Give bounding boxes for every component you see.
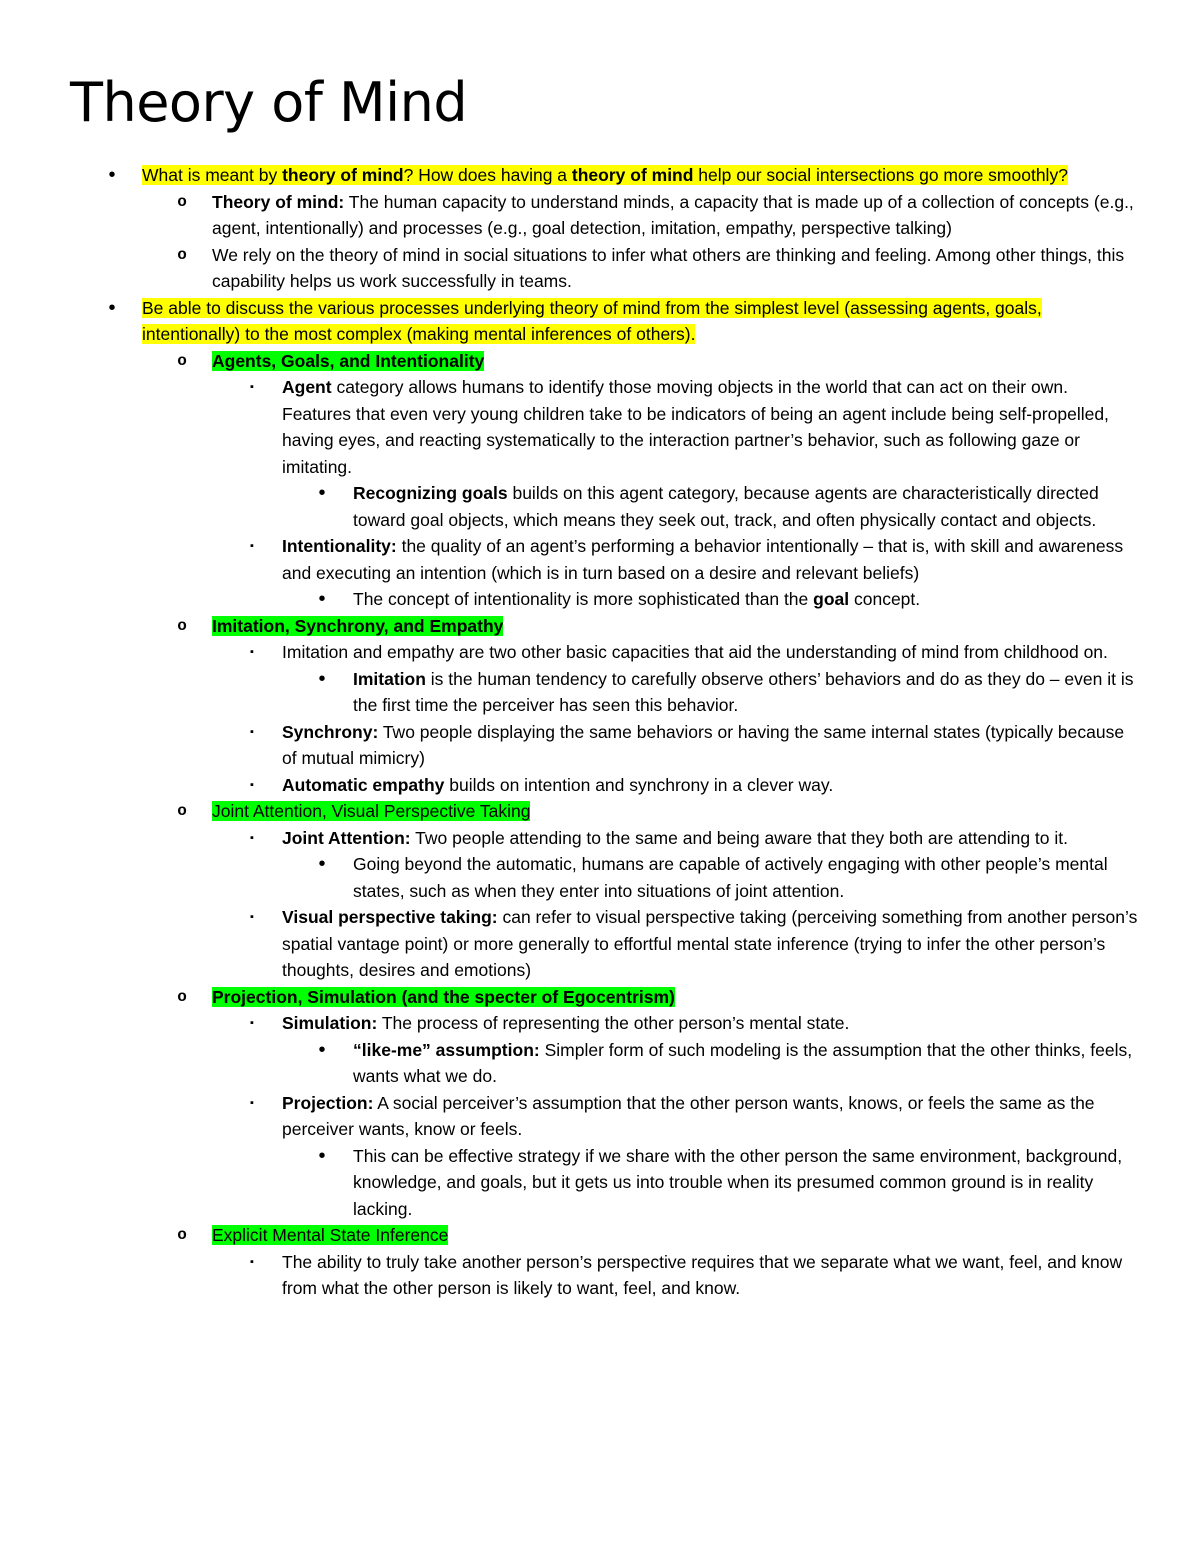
list-item-going-beyond <box>0 851 1200 904</box>
bullet-circle-icon: o <box>177 616 187 635</box>
bullet-dot-icon: • <box>108 296 116 319</box>
list-item-joint-attention <box>0 825 1200 852</box>
bullet-square-icon: ▪ <box>250 646 254 658</box>
text-run: Simpler form of such modeling is the assumption that the other thinks, feels, wants what we do. <box>353 1039 1133 1086</box>
bold-run: Synchrony: <box>282 721 379 742</box>
list-item-recognizing-goals <box>0 480 1200 533</box>
list-item-visual-perspective <box>0 904 1200 984</box>
list-item-question-2 <box>0 295 1200 348</box>
bold-run: Simulation: <box>282 1013 378 1033</box>
bullet-circle-icon: o <box>177 192 187 211</box>
bold-run: goal <box>813 589 850 609</box>
bullet-dot-icon: • <box>318 1144 326 1167</box>
text-run: We rely on the theory of mind in social situations to infer what others are thinking and feeling. Among other things, this capability helps us work successfully in teams. <box>212 244 1125 291</box>
bullet-circle-icon: o <box>177 802 187 820</box>
bullet-square-icon: ▪ <box>250 831 254 844</box>
text-run: Imitation and empathy are two other basic capacities that aid the understanding of mind from childhood on. <box>282 642 1108 662</box>
bullet-dot-icon: • <box>318 482 326 504</box>
document-body <box>0 162 1200 1302</box>
bold-run: Agent <box>282 377 332 397</box>
bullet-dot-icon: • <box>318 667 326 690</box>
section-heading-explicit-inference <box>0 1222 1200 1249</box>
text-run: builds on this agent category, because agents are characteristically directed toward goal objects, which means they seek out, track, and often physically contact and objects. <box>353 483 1099 530</box>
text-run: the quality of an agent’s performing a behavior intentionally – that is, with skill and awareness and executing an intention (which is in turn based on a desire and relevant beliefs) <box>282 536 1124 583</box>
text-run: ? How does having a <box>403 165 572 185</box>
text-run: category allows humans to identify those moving objects in the world that can act on their own. Features that even very young children take to be indicators of being an agent include being self-propelled, having eyes, and reacting systematically to the interaction partner’s behavior, such as following gaze or imitating. <box>282 377 1109 477</box>
text-run: help our social intersections go more smoothly? <box>693 165 1068 185</box>
bullet-square-icon: ▪ <box>250 1017 254 1029</box>
bold-run: Joint Attention: <box>282 827 411 848</box>
bullet-circle-icon: o <box>177 245 187 264</box>
bullet-square-icon: ▪ <box>250 1255 254 1268</box>
bullet-dot-icon: • <box>318 1038 326 1061</box>
text-run: The ability to truly take another person’s perspective requires that we separate what we want, feel, and know from what the other person is likely to want, feel, and know. <box>282 1251 1123 1298</box>
bold-run: Automatic empathy <box>282 774 445 795</box>
bullet-square-icon: ▪ <box>250 381 254 393</box>
bullet-dot-icon: • <box>318 853 326 875</box>
list-item-theory-definition <box>0 189 1200 242</box>
page-title: Theory of Mind <box>70 71 468 134</box>
bold-run: Recognizing goals <box>353 483 508 503</box>
list-item-simulation <box>0 1010 1200 1037</box>
section-heading-agents <box>0 348 1200 375</box>
list-item-effective-strategy <box>0 1143 1200 1223</box>
highlighted-heading: Agents, Goals, and Intentionality <box>212 350 485 371</box>
bold-run: Theory of mind: <box>212 191 345 212</box>
bullet-dot-icon: • <box>108 164 116 186</box>
bold-run: theory of mind <box>571 165 694 185</box>
bullet-square-icon: ▪ <box>250 778 254 791</box>
text-run: The concept of intentionality is more sophisticated than the <box>353 589 814 609</box>
text-run: What is meant by <box>142 165 283 185</box>
list-item-social-situations <box>0 242 1200 295</box>
list-item-imitation-intro <box>0 639 1200 666</box>
text-run: Going beyond the automatic, humans are capable of actively engaging with other people’s mental states, such as when they enter into situations of joint attention. <box>353 854 1108 901</box>
list-item-question-1 <box>0 162 1200 189</box>
bold-run: Intentionality: <box>282 536 397 556</box>
list-item-intentionality <box>0 533 1200 586</box>
list-item-intentionality-concept <box>0 586 1200 613</box>
list-item-synchrony <box>0 719 1200 772</box>
text-run: The human capacity to understand minds, a capacity that is made up of a collection of concepts (e.g., agent, intentionally) and processes (e.g., goal detection, imitation, empathy, perspective talking) <box>212 191 1134 238</box>
bullet-square-icon: ▪ <box>250 540 254 552</box>
highlighted-text <box>142 165 1068 185</box>
section-heading-joint-attention <box>0 798 1200 825</box>
list-item-projection <box>0 1090 1200 1143</box>
bullet-square-icon: ▪ <box>250 911 254 923</box>
bold-run: theory of mind <box>282 165 404 185</box>
section-heading-projection <box>0 984 1200 1011</box>
bullet-circle-icon: o <box>177 1226 187 1244</box>
bold-run: Visual perspective taking: <box>282 907 498 927</box>
bullet-dot-icon: • <box>318 588 326 610</box>
list-item-like-me <box>0 1037 1200 1090</box>
text-run: Two people displaying the same behaviors or having the same internal states (typically because of mutual mimicry) <box>282 721 1125 768</box>
text-run: is the human tendency to carefully observe others’ behaviors and do as they do – even it is the first time the perceiver has seen this behavior. <box>353 668 1134 715</box>
section-heading-imitation <box>0 613 1200 640</box>
text-run: builds on intention and synchrony in a clever way. <box>444 774 834 795</box>
bold-run: Projection: <box>282 1092 374 1113</box>
text-run: This can be effective strategy if we share with the other person the same environment, background, knowledge, and goals, but it gets us into trouble when its presumed common ground is in reality lacking. <box>353 1145 1123 1219</box>
list-item-automatic-empathy <box>0 772 1200 799</box>
text-run: can refer to visual perspective taking (perceiving something from another person’s spatial vantage point) or more generally to effortful mental state inference (trying to infer the other person’s thoughts, desires and emotions) <box>282 907 1138 980</box>
highlighted-heading: Joint Attention, Visual Perspective Taking <box>212 801 531 821</box>
highlighted-text: Be able to discuss the various processes underlying theory of mind from the simplest level (assessing agents, goals, intentionally) to the most complex (making mental inferences of others). <box>142 297 1042 344</box>
highlighted-heading: Explicit Mental State Inference <box>212 1225 449 1245</box>
text-run: Two people attending to the same and being aware that they both are attending to it. <box>410 827 1069 848</box>
text-run: concept. <box>849 589 921 609</box>
text-run: The process of representing the other person’s mental state. <box>377 1013 850 1033</box>
list-item-explicit-inference <box>0 1249 1200 1302</box>
bullet-square-icon: ▪ <box>250 1096 254 1109</box>
bullet-circle-icon: o <box>177 987 187 1006</box>
bullet-square-icon: ▪ <box>250 725 254 738</box>
list-item-agent <box>0 374 1200 480</box>
bold-run: Imitation <box>353 668 426 689</box>
bold-run: “like-me” assumption: <box>353 1039 540 1060</box>
highlighted-heading: Projection, Simulation (and the specter of Egocentrism) <box>212 986 675 1007</box>
highlighted-heading: Imitation, Synchrony, and Empathy <box>212 615 504 636</box>
list-item-imitation <box>0 666 1200 719</box>
text-run: A social perceiver’s assumption that the other person wants, knows, or feels the same as the perceiver wants, know or feels. <box>282 1092 1095 1139</box>
bullet-circle-icon: o <box>177 351 187 370</box>
